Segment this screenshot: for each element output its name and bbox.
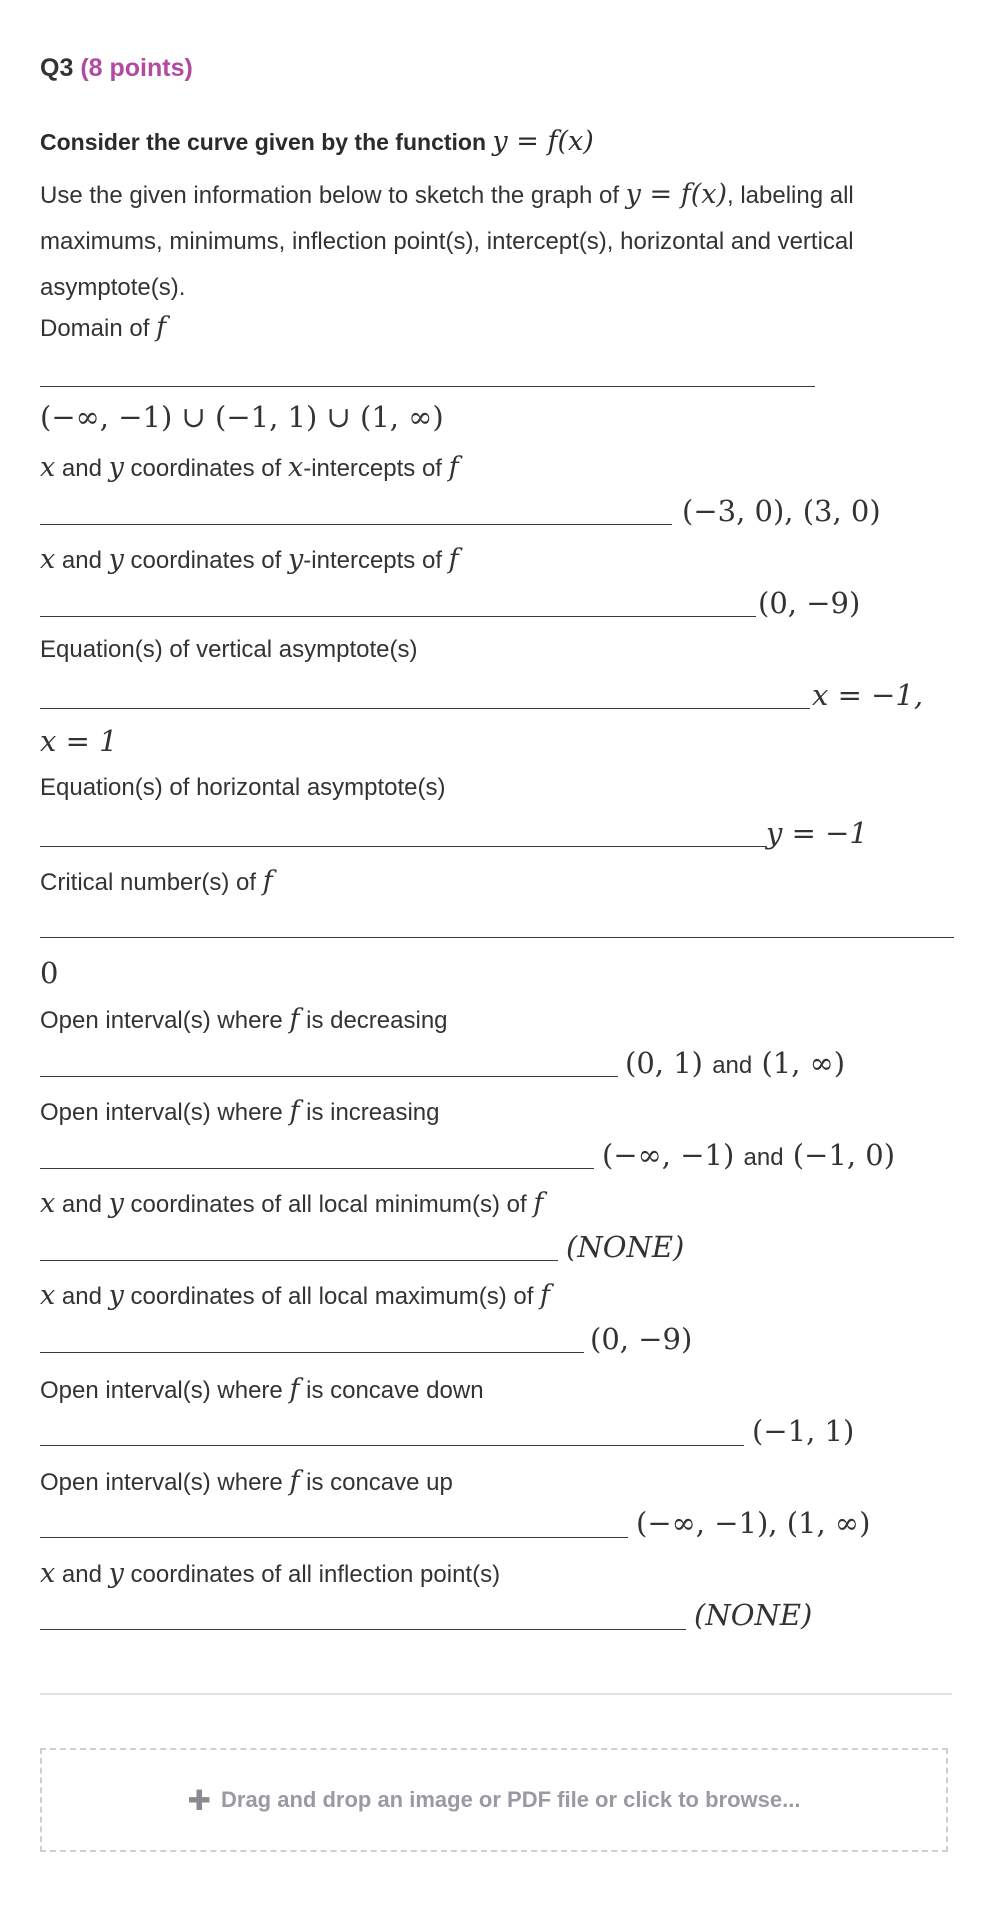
question-points: (8 points) bbox=[80, 54, 193, 82]
answer-domain: (−∞, −1) ∪ (−1, 1) ∪ (1, ∞) bbox=[40, 400, 444, 434]
instructions-paragraph: Use the given information below to sketch the graph of y = f(x), labeling all maximums, minimums, inflection point(s), intercept(s), horizontal and vertical asymptote(s). bbox=[40, 179, 854, 301]
upload-label: Drag and drop an image or PDF file or click to browse... bbox=[221, 1787, 801, 1812]
answer-line-inflection-points bbox=[40, 1629, 686, 1630]
label-increasing: Open interval(s) where f is increasing bbox=[40, 1096, 440, 1127]
label-local-minimum: x and y coordinates of all local minimum(s) of f bbox=[40, 1188, 544, 1219]
answer-horizontal-asymptotes: y = −1 bbox=[766, 816, 868, 850]
answer-line-increasing bbox=[40, 1168, 594, 1169]
answer-line-vertical-asymptotes bbox=[40, 708, 810, 709]
answer-line-domain bbox=[40, 386, 815, 387]
question-header bbox=[40, 54, 193, 83]
label-domain: Domain of f bbox=[40, 312, 167, 343]
file-upload-dropzone[interactable] bbox=[40, 1748, 948, 1852]
answer-line-horizontal-asymptotes bbox=[40, 846, 766, 847]
answer-vertical-asymptotes: x = −1, bbox=[812, 678, 924, 712]
answer-local-minimum: (NONE) bbox=[566, 1230, 685, 1264]
answer-inflection-points: (NONE) bbox=[694, 1598, 813, 1632]
label-concave-down: Open interval(s) where f is concave down bbox=[40, 1374, 484, 1405]
function-expression: y = f(x) bbox=[492, 126, 594, 157]
answer-line-local-maximum bbox=[40, 1352, 584, 1353]
answer-concave-down: (−1, 1) bbox=[752, 1414, 855, 1448]
plus-icon: ✚ bbox=[187, 1784, 211, 1816]
answer-y-intercepts: (0, −9) bbox=[758, 586, 861, 620]
answer-critical-numbers: 0 bbox=[40, 956, 59, 990]
label-decreasing: Open interval(s) where f is decreasing bbox=[40, 1004, 448, 1035]
label-inflection-points: x and y coordinates of all inflection point(s) bbox=[40, 1558, 501, 1589]
label-y-intercepts: x and y coordinates of y-intercepts of f bbox=[40, 544, 459, 575]
label-vertical-asymptotes: Equation(s) of vertical asymptote(s) bbox=[40, 636, 418, 663]
label-local-maximum: x and y coordinates of all local maximum(s) of f bbox=[40, 1280, 551, 1311]
label-concave-up: Open interval(s) where f is concave up bbox=[40, 1466, 453, 1497]
answer-line-local-minimum bbox=[40, 1260, 558, 1261]
label-critical-numbers: Critical number(s) of f bbox=[40, 866, 273, 897]
answer-line-critical-numbers bbox=[40, 937, 954, 938]
answer-local-maximum: (0, −9) bbox=[590, 1322, 693, 1356]
answer-line-decreasing bbox=[40, 1076, 618, 1077]
answer-increasing: (−∞, −1) and (−1, 0) bbox=[602, 1138, 896, 1172]
answer-vertical-asymptotes-cont: x = 1 bbox=[40, 724, 118, 758]
intro-heading: Consider the curve given by the function y = f(x) bbox=[40, 126, 594, 157]
label-x-intercepts: x and y coordinates of x-intercepts of f bbox=[40, 452, 459, 483]
answer-x-intercepts: (−3, 0), (3, 0) bbox=[682, 494, 881, 528]
answer-line-x-intercepts bbox=[40, 524, 672, 525]
question-number: Q3 bbox=[40, 54, 74, 82]
answer-line-concave-up bbox=[40, 1537, 628, 1538]
answer-concave-up: (−∞, −1), (1, ∞) bbox=[636, 1506, 871, 1540]
answer-line-concave-down bbox=[40, 1445, 744, 1446]
answer-decreasing: (0, 1) and (1, ∞) bbox=[625, 1046, 846, 1080]
answer-line-y-intercepts bbox=[40, 616, 756, 617]
section-divider bbox=[40, 1693, 952, 1695]
label-horizontal-asymptotes: Equation(s) of horizontal asymptote(s) bbox=[40, 774, 446, 801]
